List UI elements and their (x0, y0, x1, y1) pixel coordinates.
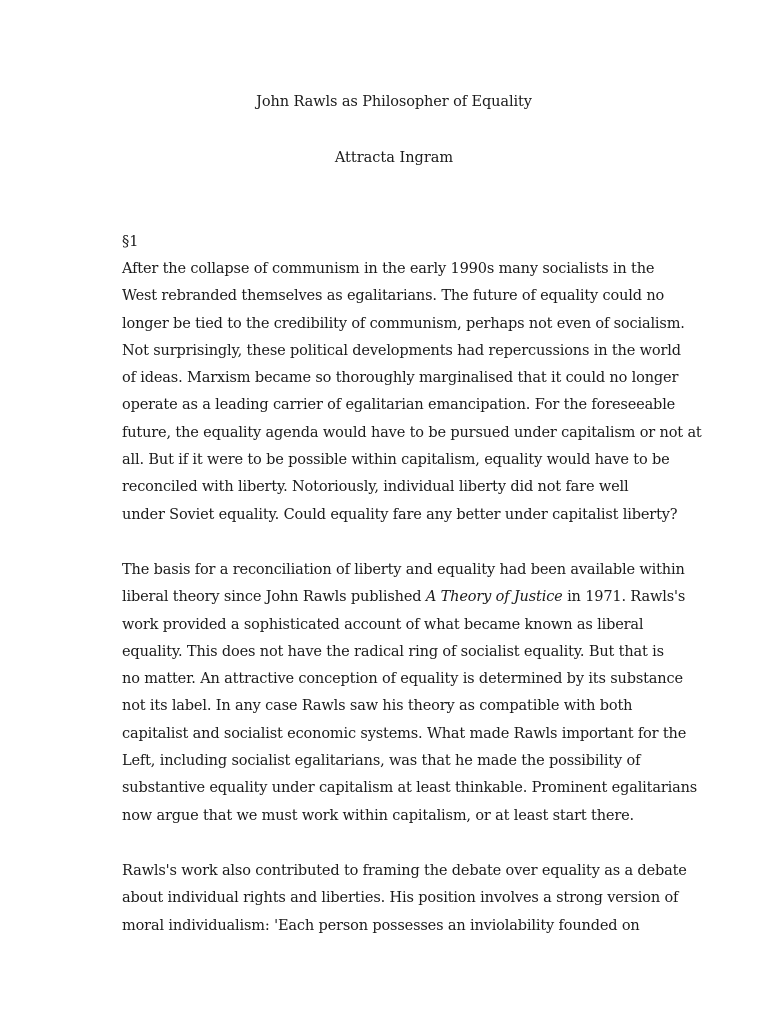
paragraph-line: capitalist and socialist economic systems. What made Rawls important for the (122, 725, 687, 742)
paragraph-line: work provided a sophisticated account of what became known as liberal (122, 616, 644, 633)
paragraph-line: Not surprisingly, these political developments had repercussions in the world (122, 342, 681, 359)
book-title: A Theory of Justice (425, 589, 563, 606)
paragraph-line: equality. This does not have the radical ring of socialist equality. But that is (122, 643, 664, 660)
paragraph-line: not its label. In any case Rawls saw his theory as compatible with both (122, 698, 633, 715)
paragraph-line: moral individualism: 'Each person possesses an inviolability founded on (122, 917, 640, 934)
paragraph-line: reconciled with liberty. Notoriously, individual liberty did not fare well (122, 479, 629, 496)
section-number: §1 (122, 234, 139, 250)
paragraph-line: under Soviet equality. Could equality fare any better under capitalist liberty? (122, 506, 678, 523)
paragraph-line: West rebranded themselves as egalitarians. The future of equality could no (122, 288, 665, 305)
paragraph-line: all. But if it were to be possible within capitalism, equality would have to be (122, 452, 670, 469)
document-title: John Rawls as Philosopher of Equality (256, 94, 532, 110)
paragraph-line: After the collapse of communism in the early 1990s many socialists in the (122, 261, 655, 277)
paragraph-3 (122, 858, 687, 940)
document-author: Attracta Ingram (334, 150, 454, 166)
paragraph-line: future, the equality agenda would have to be pursued under capitalism or not at (122, 424, 702, 441)
line-text: liberal theory since John Rawls published (122, 589, 426, 606)
paragraph-line: Rawls's work also contributed to framing the debate over equality as a debate (122, 863, 687, 879)
paragraph-line: substantive equality under capitalism at least thinkable. Prominent egalitarians (122, 780, 698, 797)
line-text: in 1971. Rawls's (562, 589, 686, 606)
paragraph-line: about individual rights and liberties. His position involves a strong version of (122, 890, 679, 907)
paragraph-line: operate as a leading carrier of egalitarian emancipation. For the foreseeable (122, 397, 676, 414)
paragraph-line (122, 584, 686, 611)
paragraph-line: The basis for a reconciliation of liberty and equality had been available within (122, 562, 685, 578)
paragraph-1 (122, 256, 702, 529)
paragraph-2 (122, 557, 698, 830)
paragraph-line: longer be tied to the credibility of communism, perhaps not even of socialism. (122, 315, 685, 332)
paragraph-line: of ideas. Marxism became so thoroughly marginalised that it could no longer (122, 370, 679, 387)
paragraph-line: now argue that we must work within capitalism, or at least start there. (122, 807, 634, 824)
paragraph-line: Left, including socialist egalitarians, was that he made the possibility of (122, 753, 641, 770)
paragraph-line: no matter. An attractive conception of equality is determined by its substance (122, 671, 683, 688)
